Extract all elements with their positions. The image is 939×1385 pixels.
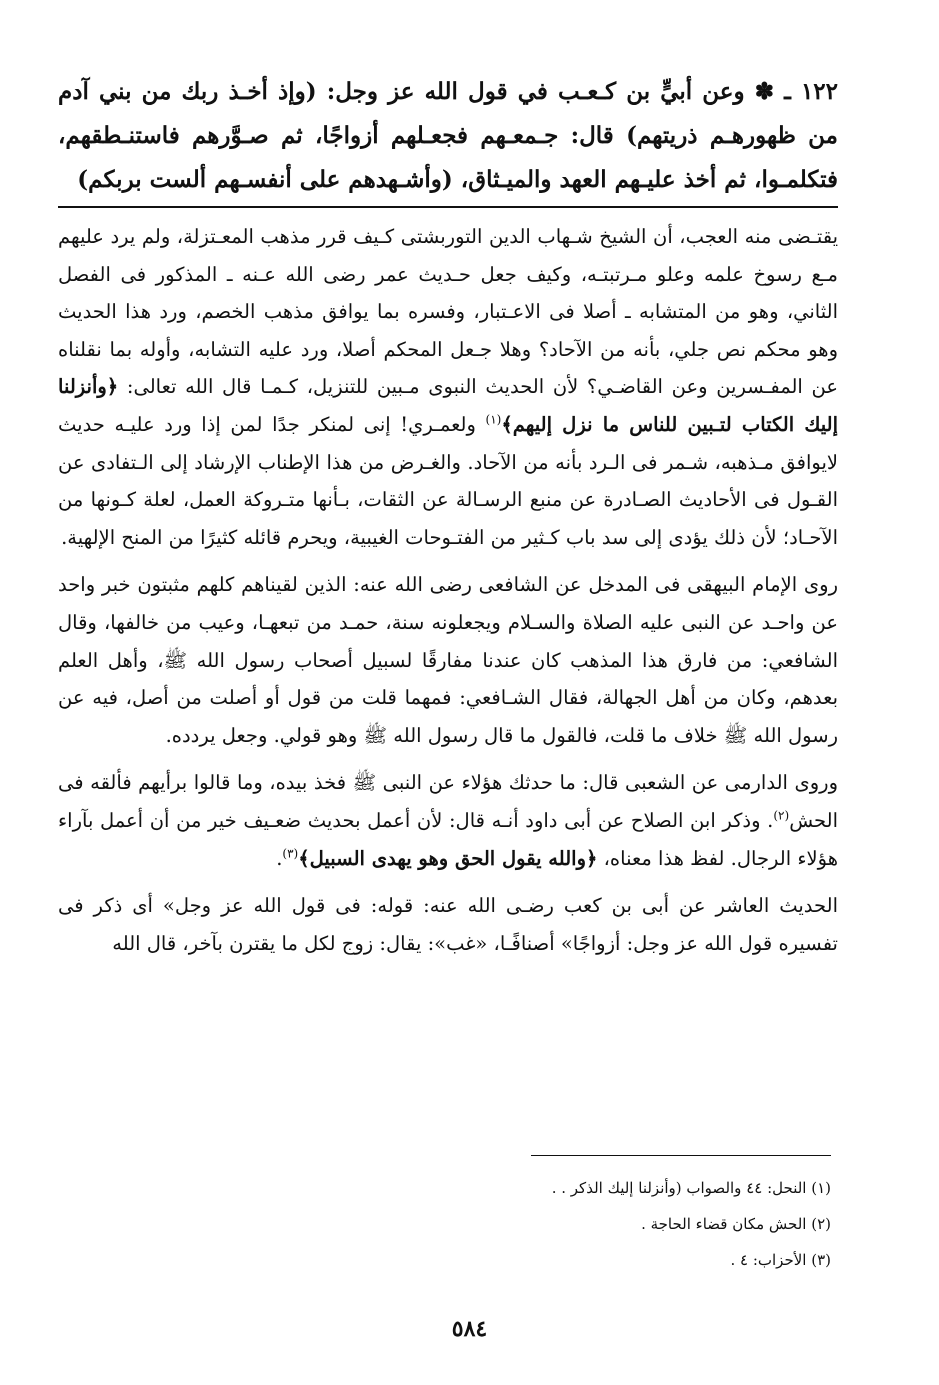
footnote-divider: [531, 1155, 831, 1156]
page-number: ٥٨٤: [451, 1316, 488, 1342]
footnote-1: (١) النحل: ٤٤ والصواب (وأنزلنا إليك الذكر . .: [551, 1179, 831, 1197]
quran-quote: ﴿والله يقول الحق وهو يهدى السبيل﴾: [298, 846, 598, 870]
footnote-3: (٣) الأحزاب: ٤ .: [730, 1251, 831, 1269]
commentary-paragraph-2: روى الإمام البيهقى فى المدخل عن الشافعى رضى الله عنه: الذين لقيناهم كلهم مثبتون خبر واحد عن واحـد عن النبى عليه الصلاة والسـلام ويجعلونه سنة، حمـد من تبعهـا، وعيب من خالفها، وقال الشافعي: من فارق هذا المذهب كان عندنا مفارقًا لسبيل أصحاب رسول الله ﷺ، وأهل العلم بعدهم، وكان من أهل الجهالة، فقال الشـافعي: فمهما قلت من قول أو أصلت من أصل، فيه عن رسول الله ﷺ خلاف ما قلت، فالقول ما قال رسول الله ﷺ وهو قولي. وجعل يردده.: [58, 573, 839, 747]
hadith-divider: [58, 206, 838, 208]
commentary-text: .: [276, 846, 283, 870]
footnote-2: (٢) الحش مكان قضاء الحاجة .: [641, 1215, 831, 1233]
hadith-text: ١٢٢ ـ ✽ وعن أبيٍّ بن كـعـب في قول الله عز وجل: (وإذ أخـذ ربك من بني آدم من ظهورهـم ذريتهم) قال: جـمعـهم فجعـلهم أزواجًا، ثم صـوَّرهم فاستنـطقهم، فتكلمـوا، ثم أخذ عليـهم العهد والميـثاق، (وأشـهدهم على أنفسـهم ألست بربكم): [58, 78, 838, 193]
commentary-text: . وذكر ابن الصلاح عن أبى داود أنـه قال: لأن أعمل بحديث ضعـيف خير من أن أعمل بآراء هؤلاء الرجال. لفظ هذا معناه،: [58, 808, 838, 870]
quran-quote: ﴿وأنزلنا إليك الكتاب لتـبين للناس ما نزل إليهم﴾: [58, 375, 839, 436]
footnote-ref-3: (٣): [282, 846, 299, 860]
footnote-ref-2: (٢): [773, 808, 790, 823]
footnote-ref-1: (١): [485, 412, 502, 427]
commentary-text: يقتـضى منه العجب، أن الشيخ شـهاب الدين التوربشتى كـيف قرر مذهب المعـتزلة، ولم يرد عليهم مـع رسوخ علمه وعلو مـرتبتـه، وكيف جعل حـديث عمر رضى الله عـنه ـ المذكور فى الفصل الثاني، وهو من المتشابه ـ أصلا فى الاعـتبار، وفسره بما يوافق مذهب الخصم، ورد هذا الحديث وهو محكم نص جلي، بأنه من الآحاد؟ وهلا جـعل المحكم أصلا، ورد عليه التشابه، وأوله بما نقلناه عن المفـسرين وعن القاضـي؟ لأن الحديث النبوى مـبين للتنزيل، كـمـا قال الله تعالى:: [58, 225, 838, 399]
commentary-paragraph-1: [58, 218, 838, 556]
page-body: [58, 70, 838, 972]
commentary-text: ولعمـري! إنى لمنكر جدًا لمن إذا ورد عليـه حديث لايوافق مـذهبه، شـمر فى الـرد بأنه من الآحاد. والغـرض من هذا الإطناب الإرشاد إلى الـتفادى عن القـول فى الأحاديث الصـادرة عن منبع الرسـالة عن الثقات، بـأنها متـروكة العمل، لعلة كـونها من الآحـاد؛ لأن ذلك يؤدى إلى سد باب كـثير من الفتـوحات الغيبية، ويحرم قائله كثيرًا من المنح الإلهية.: [58, 412, 838, 549]
footnotes: [531, 1155, 831, 1278]
commentary-paragraph-3: [58, 764, 838, 877]
commentary-paragraph-4: الحديث العاشر عن أبى بن كعب رضـى الله عنه: قوله: فى قول الله عز وجل» أى ذكر فى تفسيره قول الله عز وجل: أزواجًا» أصنافًـا، «غب»: يقال: زوج لكل ما يقترن بآخر، قال الله: [58, 894, 838, 955]
commentary-text: وروى الدارمى عن الشعبى قال: ما حدثك هؤلاء عن النبى ﷺ فخذ بيده، وما قالوا برأيهم فألقه فى الحش: [58, 771, 838, 832]
